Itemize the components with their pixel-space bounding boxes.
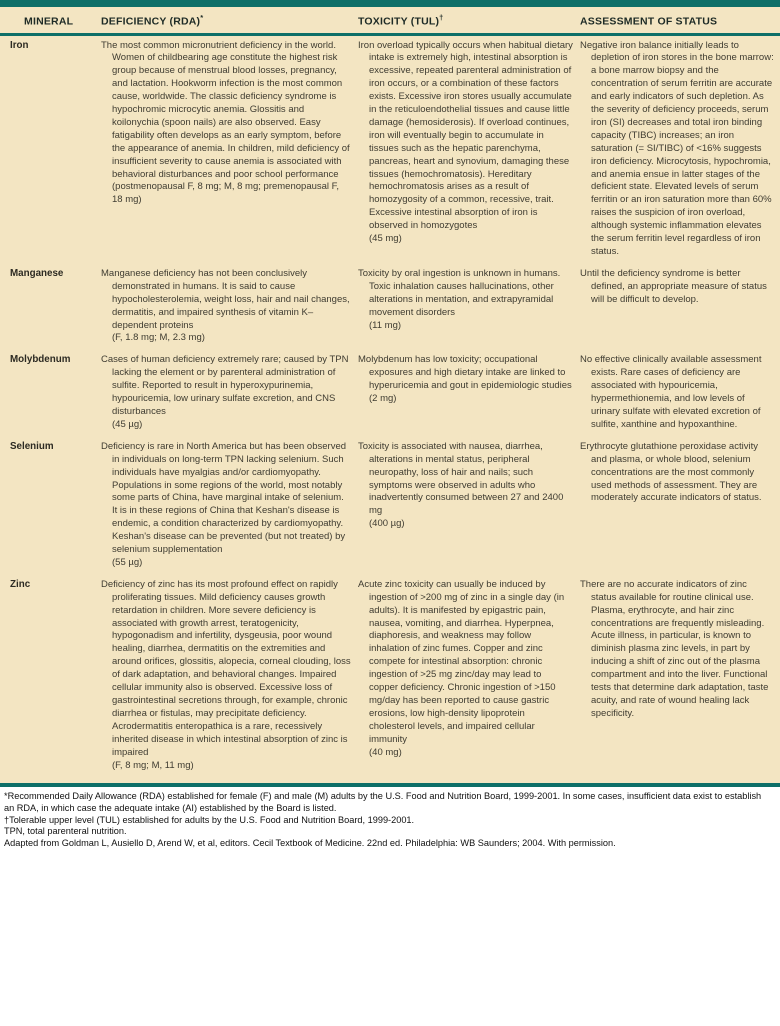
deficiency-cell (101, 579, 351, 773)
footnote-tul: †Tolerable upper level (TUL) established for adults by the U.S. Food and Nutrition Board, 1999-2001. (4, 814, 415, 825)
assessment-text: Until the deficiency syndrome is better defined, an appropriate measure of status will be difficult to develop. (580, 267, 767, 305)
toxicity-tul-value: (2 mg) (369, 393, 397, 405)
footnote-source-citation: Adapted from Goldman L, Ausiello D, Arend W, et al, editors. Cecil Textbook of Medicine. 22nd ed. Philadelphia: WB Saunders; 2004. With permission. (4, 837, 616, 848)
table-header-row (0, 7, 780, 33)
footnote-rda: *Recommended Daily Allowance (RDA) established for female (F) and male (M) adults by the U.S. Food and Nutrition Board, 1999-2001. In some cases, insufficient data exist to establish an RDA, in which case the adequate intake (AI) established by the Board is listed. (4, 791, 762, 814)
deficiency-cell (101, 441, 351, 570)
toxicity-tul-value: (40 mg) (369, 746, 402, 758)
assessment-text: There are no accurate indicators of zinc status available for routine clinical use. Plasma, erythrocyte, and hair zinc concentrations are frequently misleading. Acute illness, in particular, is known to diminish plasma zinc levels, in part by inducing a shift of zinc out of the plasma compartment and into the liver. Functional tests that determine dark adaptation, taste acuity, and rate of wound healing lack specificity. (580, 578, 769, 719)
table-top-rule (0, 0, 780, 7)
assessment-cell (580, 441, 774, 570)
footnote-tpn: TPN, total parenteral nutrition. (4, 826, 127, 837)
deficiency-text: The most common micronutrient deficiency in the world. Women of childbearing age constitute the highest risk group because of menstrual blood losses, pregnancy, and lactation. Hookworm infection is the most common cause, worldwide. The classic deficiency syndrome is hypochromic microcytic anemia. Glossitis and koilonychia (spoon nails) are also observed. Easy fatigability often develops as an early symptom, before the appearance of anemia. In children, mild deficiency of insufficient severity to cause anemia is associated with behavioral disturbances and poor school performance (101, 39, 350, 180)
toxicity-text: Toxicity by oral ingestion is unknown in humans. Toxic inhalation causes hallucinations, other alterations in mentation, and extrapyramidal movement disorders (358, 267, 561, 318)
deficiency-text: Cases of human deficiency extremely rare; caused by TPN lacking the element or by parenteral administration of sulfite. Reported to result in hyperoxypurinemia, hypouricemia, low urinary sulfate excretion, and CNS disturbances (101, 354, 349, 417)
deficiency-rda-value: (45 µg) (112, 418, 143, 430)
deficiency-rda-value: (55 µg) (112, 556, 143, 568)
table-row-selenium (0, 437, 780, 575)
table-row-manganese (0, 264, 780, 350)
assessment-text: No effective clinically available assessment exists. Rare cases of deficiency are associated with hypouricemia, hypermethionemia, and low levels of urinary sulfate with elevated excretion of sulfite, xanthine and hypoxanthine. (580, 354, 762, 430)
column-header-mineral: MINERAL (24, 15, 74, 28)
mineral-name: Selenium (10, 440, 54, 452)
mineral-name: Iron (10, 39, 29, 51)
deficiency-cell (101, 40, 351, 259)
toxicity-cell (358, 268, 573, 345)
toxicity-cell (358, 354, 573, 431)
deficiency-rda-value: (postmenopausal F, 8 mg; M, 8 mg; premenopausal F, 18 mg) (112, 181, 340, 206)
deficiency-text: Manganese deficiency has not been conclusively demonstrated in humans. It is said to cause hypocholesterolemia, weight loss, hair and nail changes, dermatitis, and impaired synthesis of vitamin K–dependent proteins (101, 267, 350, 331)
toxicity-tul-value: (400 µg) (369, 518, 405, 530)
mineral-name: Molybdenum (10, 354, 71, 366)
deficiency-rda-value: (F, 8 mg; M, 11 mg) (112, 759, 194, 771)
deficiency-rda-value: (F, 1.8 mg; M, 2.3 mg) (112, 332, 205, 344)
assessment-cell (580, 579, 774, 773)
toxicity-cell (358, 40, 573, 259)
toxicity-cell (358, 579, 573, 773)
table-row-molybdenum (0, 350, 780, 436)
deficiency-text: Deficiency of zinc has its most profound effect on rapidly proliferating tissues. Mild deficiency causes growth retardation in children. More severe deficiency is associated with growth arrest, teratogenicity, hypogonadism and infertility, dysgeusia, poor wound healing, diarrhea, dermatitis on the extremities and around orifices, glossitis, alopecia, corneal clouding, loss of dark adaptation, and behavioral changes. Impaired cellular immunity also is observed. Excessive loss of gastrointestinal secretions through, for example, chronic diarrhea or fistulas, may precipitate deficiency. Acrodermatitis enteropathica is a rare, recessively inherited disease in which intestinal absorption of zinc is impaired (101, 578, 351, 758)
assessment-text: Negative iron balance initially leads to depletion of iron stores in the bone marrow: a bone marrow biopsy and the concentration of serum ferritin are accurate and early indicators of such depletion. As the severity of deficiency proceeds, serum iron (SI) decreases and total iron binding capacity (TIBC) increases; an iron saturation (= SI/TIBC) of <16% suggests iron deficiency. Microcytosis, hypochromia, and anemia ensue in latter stages of the deficient state. Elevated levels of serum ferritin or an iron saturation more than 60% raises the suspicion of iron overload, although systemic inflammation elevates the serum ferritin level regardless of iron status. (580, 39, 774, 257)
deficiency-cell (101, 354, 351, 431)
column-header-deficiency: DEFICIENCY (RDA)* (101, 13, 204, 28)
toxicity-tul-value: (11 mg) (369, 319, 402, 331)
footnotes (0, 787, 780, 855)
assessment-cell (580, 354, 774, 431)
toxicity-text: Iron overload typically occurs when habitual dietary intake is extremely high, intestinal absorption is excessive, repeated parenteral administration of iron occurs, or a combination of these factors exists. Excessive iron stores usually accumulate in the reticuloendothelial tissues and cause little damage (hemosiderosis). If overload continues, iron will eventually begin to accumulate in tissues such as the hepatic parenchyma, pancreas, heart and synovium, damaging these tissues (hemochromatosis). Hereditary hemochromatosis arises as a result of homozygosity of a common, recessive, trait. Excessive intestinal absorption of iron is observed in homozygotes (358, 39, 573, 232)
assessment-cell (580, 268, 774, 345)
assessment-cell (580, 40, 774, 259)
toxicity-cell (358, 441, 573, 570)
toxicity-text: Acute zinc toxicity can usually be induced by ingestion of >200 mg of zinc in a single day (in adults). It is manifested by epigastric pain, nausea, vomiting, and diarrhea. Hyperpnea, diaphoresis, and weakness may follow inhalation of zinc fumes. Copper and zinc compete for intestinal absorption: chronic ingestion of >25 mg zinc/day may lead to copper deficiency. Chronic ingestion of >150 mg/day has been reported to cause gastric erosions, low high-density lipoprotein cholesterol levels, and impaired cellular immunity (358, 578, 565, 745)
deficiency-text: Deficiency is rare in North America but has been observed in individuals on long-term TPN lacking selenium. Such individuals have myalgias and/or cardiomyopathy. Populations in some regions of the world, most notably some parts of China, have marginal intake of selenium. It is in these regions of China that Keshan's disease is endemic, a condition characterized by cardiomyopathy. Keshan's disease can be prevented (but not treated) by selenium supplementation (101, 440, 347, 556)
toxicity-text: Molybdenum has low toxicity; occupational exposures and high dietary intake are linked to hyperuricemia and gout in epidemiologic studies (358, 354, 572, 392)
mineral-name: Manganese (10, 267, 64, 279)
table-body (0, 36, 780, 784)
deficiency-cell (101, 268, 351, 345)
toxicity-tul-value: (45 mg) (369, 233, 402, 245)
toxicity-text: Toxicity is associated with nausea, diarrhea, alterations in mental status, peripheral neuropathy, loss of hair and nails; such symptoms were observed in adults who inadvertently consumed between 27 and 2400 mg (358, 440, 564, 517)
table-row-zinc (0, 575, 780, 778)
mineral-name: Zinc (10, 578, 31, 590)
column-header-toxicity: TOXICITY (TUL)† (358, 13, 444, 28)
table-row-iron (0, 36, 780, 264)
column-header-assessment: ASSESSMENT OF STATUS (580, 15, 718, 28)
assessment-text: Erythrocyte glutathione peroxidase activity and plasma, or whole blood, selenium concentrations are the most commonly used methods of assessment. They are moderately accurate indicators of status. (580, 440, 762, 504)
